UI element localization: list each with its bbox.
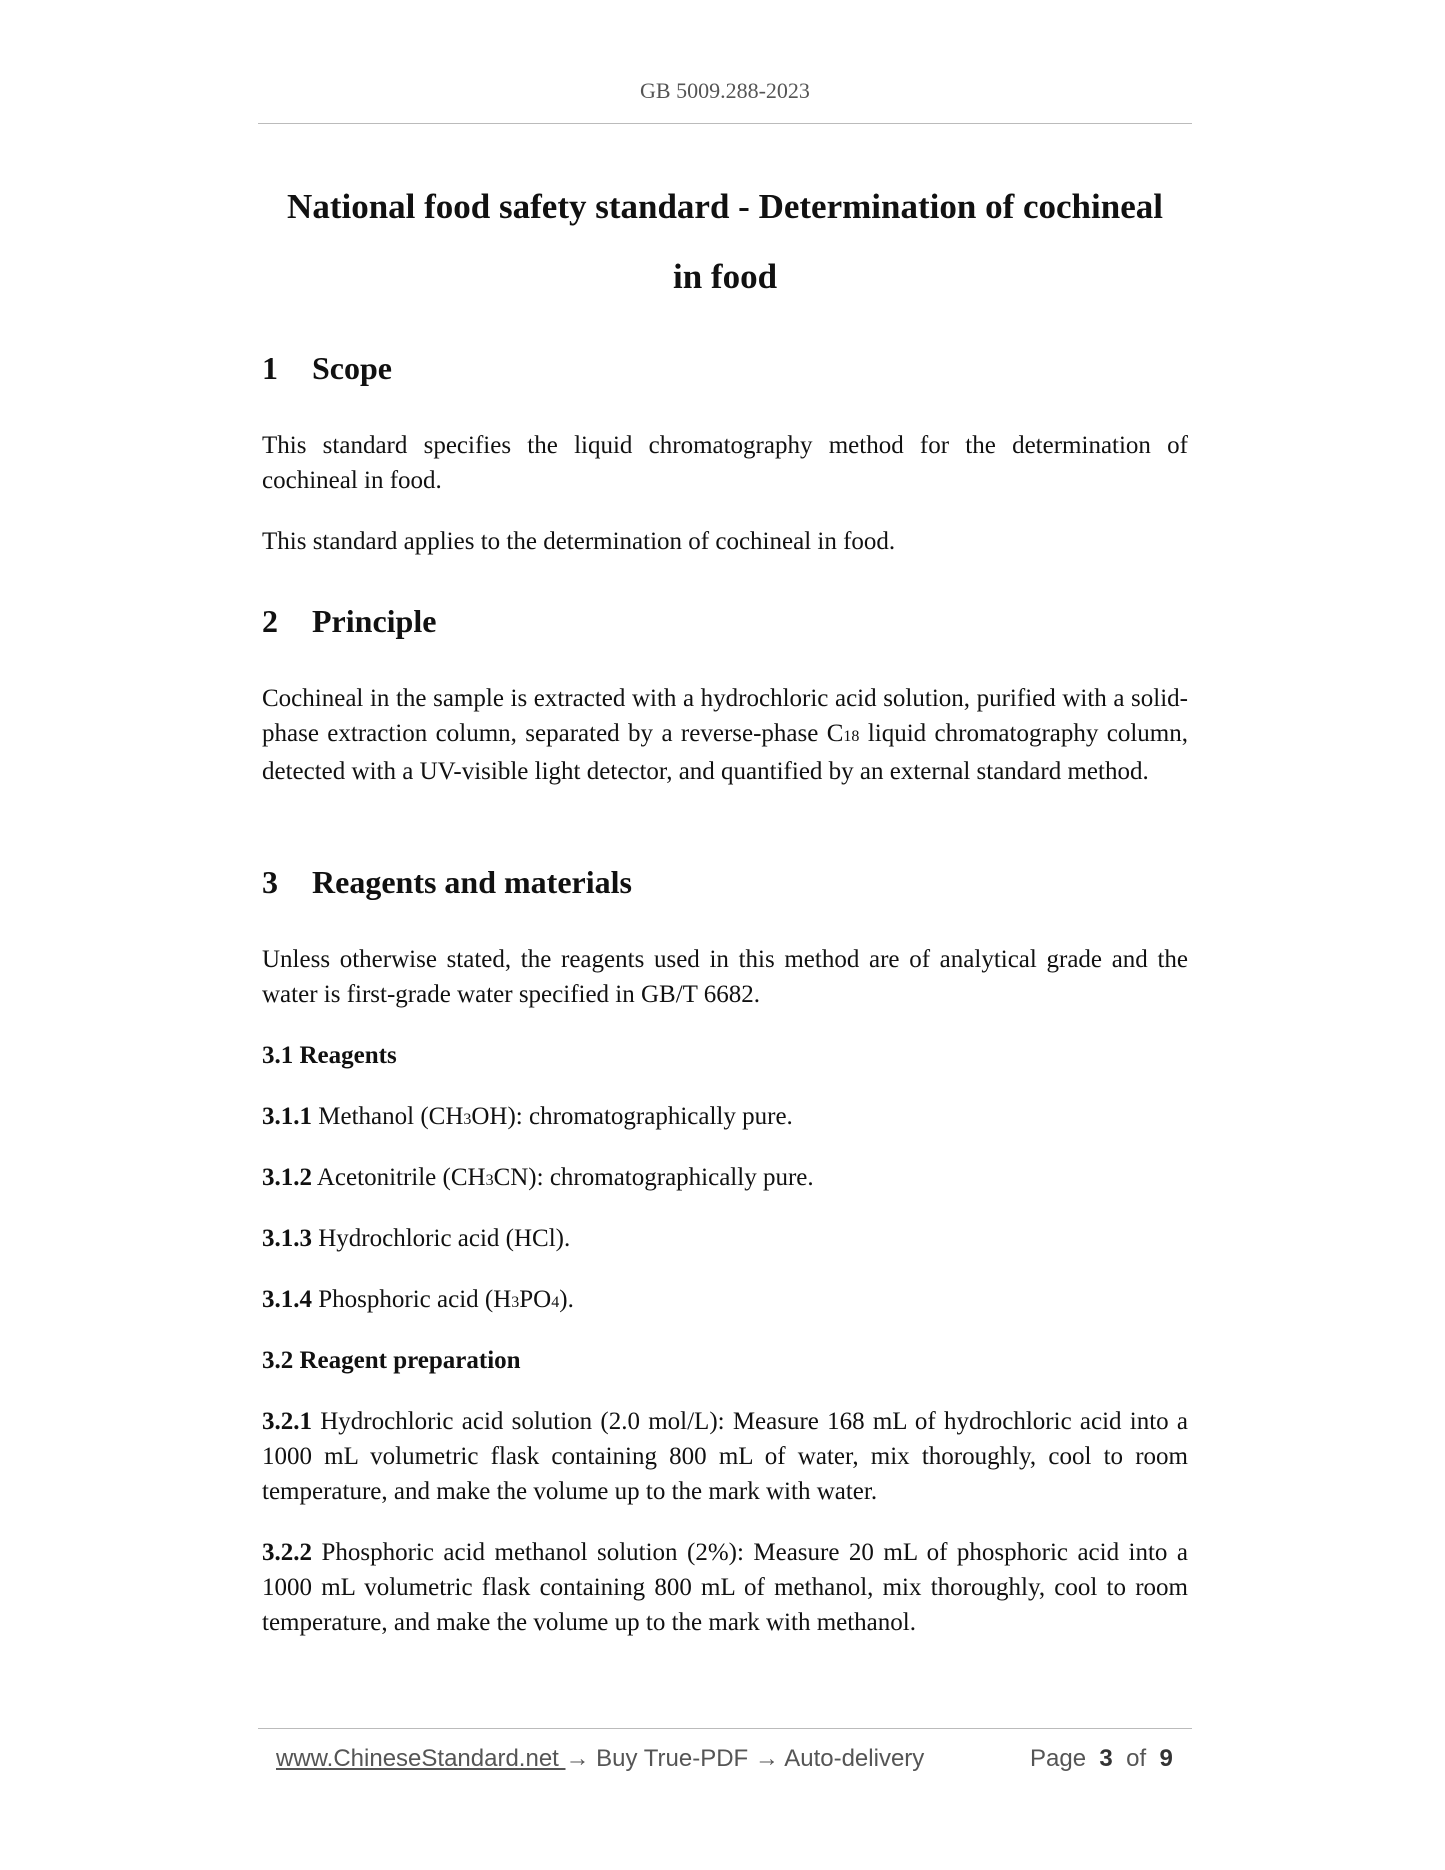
header-divider [258, 123, 1192, 124]
of-label: of [1126, 1745, 1147, 1772]
document-number: GB 5009.288-2023 [640, 78, 810, 103]
footer-links [276, 1745, 924, 1773]
scope-paragraph-1: This standard specifies the liquid chromatography method for the determination of cochineal in food. [262, 432, 1188, 494]
subsection-heading-reagents [262, 1038, 1188, 1073]
page-title [258, 172, 1192, 312]
reagents-intro-paragraph: Unless otherwise stated, the reagents used in this method are of analytical grade and the water is first-grade water specified in GB/T 6682. [262, 946, 1188, 1008]
subsection-title: 3.2 Reagent preparation [262, 1347, 521, 1374]
item-number: 3.1.4 [262, 1286, 312, 1313]
principle-text-a: Cochineal in the sample is extracted with a hydrochloric acid solution, purified with a solid-phase extraction column, separated by a reverse-phase C [262, 685, 1188, 747]
item-number: 3.2.1 [262, 1408, 312, 1435]
item-text: Hydrochloric acid solution (2.0 mol/L): Measure 168 mL of hydrochloric acid into a 1000 mL volumetric flask containing 800 mL of water, mix thoroughly, cool to room temperature, and make the volume up to the mark with water. [262, 1408, 1188, 1505]
section-title: Reagents and materials [312, 864, 632, 900]
section-heading-principle [262, 601, 436, 641]
subscript: 4 [551, 1294, 560, 1311]
preparation-item-phosphoric-methanol [262, 1535, 1188, 1640]
item-text: Phosphoric acid (H [312, 1286, 512, 1313]
subscript: 18 [843, 728, 860, 745]
arrow-right-icon: → [565, 1745, 590, 1772]
site-link[interactable]: www.ChineseStandard.net [276, 1745, 566, 1772]
item-number: 3.1.2 [262, 1164, 312, 1191]
principle-text-b: liquid chromatography column, detected with a UV-visible light detector, and quantified by an external standard method. [262, 720, 1188, 785]
auto-delivery-text: Auto-delivery [778, 1745, 925, 1772]
title-line-2: in food [672, 257, 778, 296]
page-label: Page [1030, 1745, 1087, 1772]
subscript: 3 [485, 1172, 494, 1189]
reagent-item-hydrochloric-acid [262, 1221, 1188, 1256]
page-current: 3 [1099, 1745, 1113, 1772]
title-line-1: National food safety standard - Determination of cochineal [287, 187, 1163, 226]
footer-divider [258, 1728, 1192, 1729]
item-number: 3.2.2 [262, 1539, 312, 1566]
scope-paragraph-2: This standard applies to the determination of cochineal in food. [262, 528, 896, 555]
principle-paragraph [262, 681, 1188, 789]
section-number: 2 [262, 603, 278, 639]
reagent-item-acetonitrile [262, 1160, 1188, 1198]
page-indicator [1030, 1745, 1173, 1773]
subscript: 3 [463, 1111, 472, 1128]
reagent-item-methanol [262, 1099, 1188, 1137]
item-text: Phosphoric acid methanol solution (2%): Measure 20 mL of phosphoric acid into a 1000 mL volumetric flask containing 800 mL of methanol, mix thoroughly, cool to room temperature, and make the volume up to the mark with methanol. [262, 1539, 1188, 1636]
arrow-right-icon: → [754, 1745, 779, 1772]
item-number: 3.1.3 [262, 1225, 312, 1252]
item-text: ). [559, 1286, 574, 1313]
item-text: Hydrochloric acid (HCl). [312, 1225, 571, 1252]
item-text: Methanol (CH [312, 1103, 464, 1130]
subscript: 3 [511, 1294, 520, 1311]
buy-true-pdf-text: Buy True-PDF [589, 1745, 755, 1772]
reagent-item-phosphoric-acid [262, 1282, 1188, 1320]
item-text: Acetonitrile (CH [312, 1164, 486, 1191]
section-number: 3 [262, 864, 278, 900]
item-text: PO [519, 1286, 552, 1313]
section-title: Scope [312, 350, 392, 386]
section-number: 1 [262, 350, 278, 386]
subsection-heading-preparation [262, 1343, 1188, 1378]
page-total: 9 [1159, 1745, 1173, 1772]
item-text: CN): chromatographically pure. [493, 1164, 814, 1191]
preparation-item-hcl-solution [262, 1404, 1188, 1509]
item-number: 3.1.1 [262, 1103, 312, 1130]
section-heading-reagents [262, 862, 632, 902]
section-title: Principle [312, 603, 437, 639]
item-text: OH): chromatographically pure. [471, 1103, 793, 1130]
subsection-title: 3.1 Reagents [262, 1042, 397, 1069]
section-heading-scope [262, 348, 392, 388]
